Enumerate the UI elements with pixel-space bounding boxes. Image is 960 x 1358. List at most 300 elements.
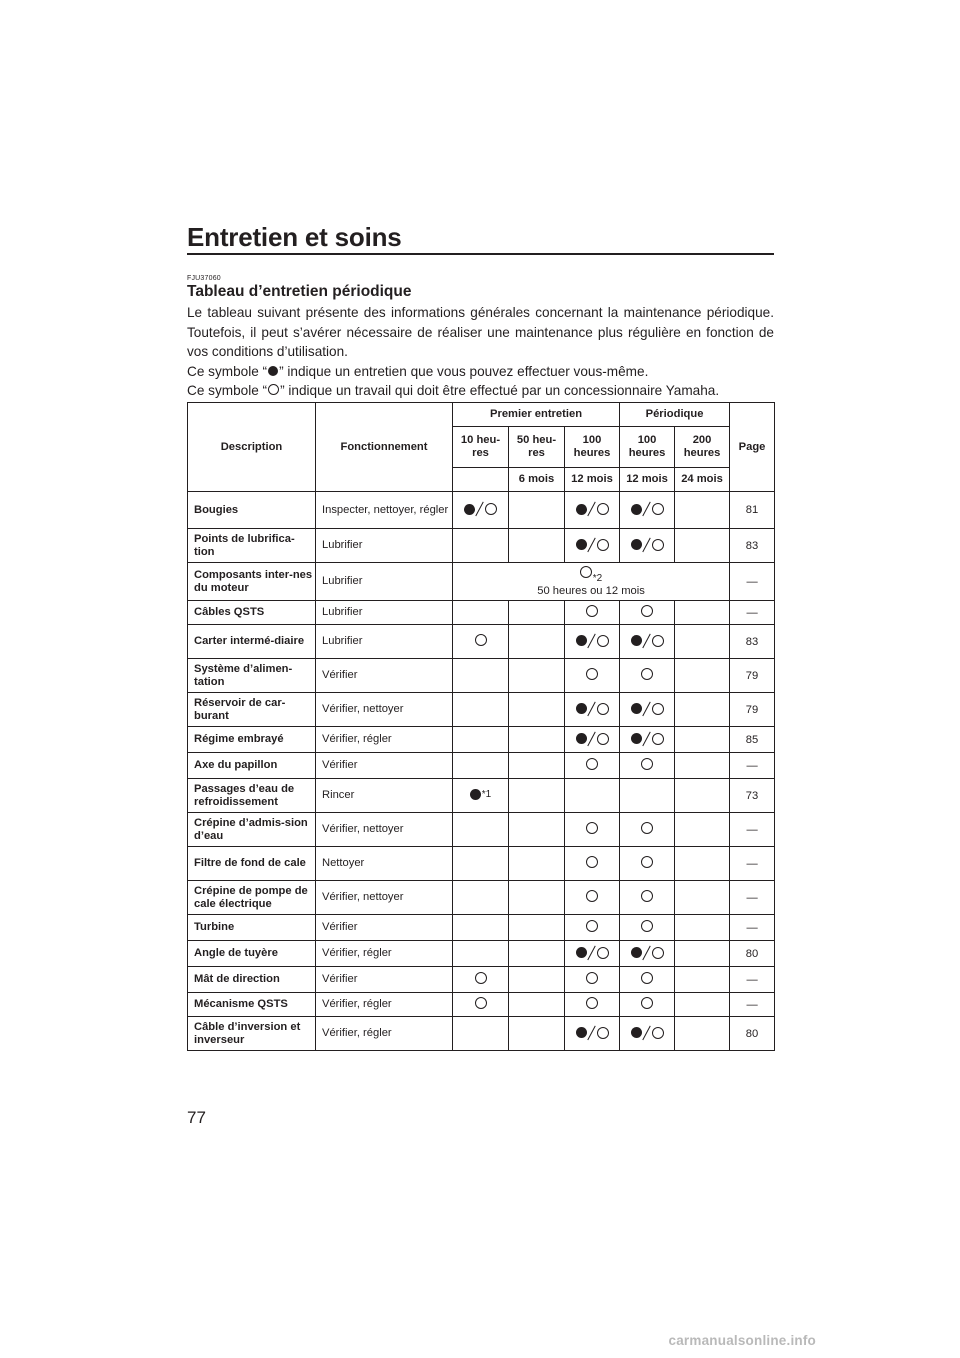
header-24-months: 24 mois <box>675 468 730 492</box>
row-description: Crépine d’admis-sion d’eau <box>188 813 316 847</box>
open-circle-icon <box>652 635 664 647</box>
interval-cell <box>509 967 565 993</box>
row-page: 81 <box>730 492 775 529</box>
filled-dot-icon <box>576 539 587 550</box>
header-text: 50 heu-res <box>516 434 557 459</box>
slash-icon <box>588 1026 596 1040</box>
row-description: Points de lubrifica-tion <box>188 529 316 563</box>
header-50h <box>509 427 565 468</box>
dot-slash-circle-icon <box>631 1026 664 1040</box>
symbol-circle-legend <box>187 381 774 401</box>
interval-cell <box>509 727 565 753</box>
dot-slash-circle-icon <box>631 634 664 648</box>
interval-cell <box>675 941 730 967</box>
interval-cell <box>620 693 675 727</box>
row-description: Mât de direction <box>188 967 316 993</box>
open-circle-icon <box>586 972 598 984</box>
open-circle-icon <box>597 503 609 515</box>
row-function: Vérifier, nettoyer <box>316 693 453 727</box>
interval-cell <box>675 847 730 881</box>
row-function: Vérifier <box>316 967 453 993</box>
interval-cell <box>565 779 620 813</box>
row-description: Réservoir de car-burant <box>188 693 316 727</box>
header-200h <box>675 427 730 468</box>
watermark: carmanualsonline.info <box>668 1333 816 1348</box>
interval-cell <box>509 881 565 915</box>
interval-cell <box>565 659 620 693</box>
interval-cell <box>565 601 620 625</box>
section-title: Tableau d’entretien périodique <box>187 283 412 300</box>
open-circle-icon <box>475 997 487 1009</box>
open-circle-icon <box>586 758 598 770</box>
interval-cell <box>453 693 509 727</box>
open-circle-icon <box>641 758 653 770</box>
row-function: Vérifier, régler <box>316 727 453 753</box>
row-function: Vérifier, régler <box>316 993 453 1017</box>
dot-slash-circle-icon <box>576 1026 609 1040</box>
intro-paragraph: Le tableau suivant présente des informations générales concernant la maintenance périodique. Toutefois, il peut s’avérer nécessaire de réaliser une maintenance plus régulière en fonction de vos conditions d’utilisation. <box>187 305 774 359</box>
interval-cell <box>675 1017 730 1051</box>
open-circle-icon <box>586 668 598 680</box>
table-row <box>188 693 775 727</box>
row-description: Bougies <box>188 492 316 529</box>
row-description: Mécanisme QSTS <box>188 993 316 1017</box>
header-text: 100 heures <box>628 434 666 459</box>
row-function: Vérifier <box>316 659 453 693</box>
interval-cell <box>675 779 730 813</box>
interval-cell <box>675 915 730 941</box>
filled-dot-icon <box>631 947 642 958</box>
interval-cell <box>565 693 620 727</box>
interval-cell <box>453 625 509 659</box>
open-circle-icon <box>597 1027 609 1039</box>
open-circle-icon <box>586 890 598 902</box>
legend-text: ” indique un travail qui doit être effectué par un concessionnaire Yamaha. <box>280 383 720 398</box>
slash-icon <box>588 946 596 960</box>
open-circle-icon <box>641 758 653 770</box>
filled-dot-icon <box>470 789 491 800</box>
header-description: Description <box>188 403 316 492</box>
dot-slash-circle-icon <box>631 538 664 552</box>
row-function: Vérifier <box>316 915 453 941</box>
open-circle-icon <box>580 566 592 578</box>
open-circle-icon <box>586 920 598 932</box>
row-description: Système d’alimen-tation <box>188 659 316 693</box>
interval-cell <box>509 993 565 1017</box>
row-description: Axe du papillon <box>188 753 316 779</box>
slash-icon <box>588 538 596 552</box>
interval-cell <box>675 753 730 779</box>
row-description: Régime embrayé <box>188 727 316 753</box>
row-description: Turbine <box>188 915 316 941</box>
row-description: Carter intermé-diaire <box>188 625 316 659</box>
table-row <box>188 563 775 601</box>
interval-cell <box>620 659 675 693</box>
interval-cell <box>453 779 509 813</box>
row-page: 73 <box>730 779 775 813</box>
row-description: Composants inter-nes du moteur <box>188 563 316 601</box>
open-circle-icon <box>641 822 653 834</box>
footnote-marker: *2 <box>592 572 603 584</box>
merged-interval-cell <box>453 563 730 601</box>
row-function: Lubrifier <box>316 563 453 601</box>
table-row <box>188 813 775 847</box>
slash-icon <box>588 502 596 516</box>
interval-cell <box>509 941 565 967</box>
slash-icon <box>588 702 596 716</box>
dot-slash-circle-icon <box>576 502 609 516</box>
table-row <box>188 492 775 529</box>
dot-slash-circle-icon <box>576 538 609 552</box>
row-function: Vérifier, nettoyer <box>316 881 453 915</box>
interval-cell <box>509 492 565 529</box>
interval-cell <box>675 813 730 847</box>
open-circle-icon <box>641 890 653 902</box>
interval-cell <box>565 847 620 881</box>
interval-cell <box>620 1017 675 1051</box>
page-header-title: Entretien et soins <box>187 222 402 252</box>
interval-cell <box>620 753 675 779</box>
interval-cell <box>509 625 565 659</box>
open-circle-icon <box>586 997 598 1009</box>
open-circle-icon <box>641 668 653 680</box>
table-row <box>188 881 775 915</box>
table-row <box>188 1017 775 1051</box>
interval-cell <box>453 967 509 993</box>
dot-slash-circle-icon <box>631 732 664 746</box>
row-page: — <box>730 563 775 601</box>
row-function: Lubrifier <box>316 529 453 563</box>
open-circle-icon <box>652 503 664 515</box>
row-page: 80 <box>730 941 775 967</box>
table-row <box>188 967 775 993</box>
header-12-months-first: 12 mois <box>565 468 620 492</box>
open-circle-icon <box>597 733 609 745</box>
dot-slash-circle-icon <box>464 502 497 516</box>
row-function: Lubrifier <box>316 625 453 659</box>
open-circle-icon <box>475 972 487 984</box>
interval-cell <box>565 813 620 847</box>
header-function: Fonctionnement <box>316 403 453 492</box>
open-circle-icon <box>641 972 653 984</box>
row-page: — <box>730 915 775 941</box>
row-function: Vérifier, régler <box>316 1017 453 1051</box>
interval-cell <box>675 727 730 753</box>
slash-icon <box>588 732 596 746</box>
footnote-marker: *1 <box>481 788 492 800</box>
interval-cell <box>565 1017 620 1051</box>
open-circle-icon <box>641 920 653 932</box>
open-circle-icon <box>652 539 664 551</box>
interval-cell <box>453 915 509 941</box>
interval-cell <box>453 993 509 1017</box>
row-description: Angle de tuyère <box>188 941 316 967</box>
filled-dot-icon <box>576 1027 587 1038</box>
slash-icon <box>643 538 651 552</box>
open-circle-icon <box>641 997 653 1009</box>
header-text: 200 heures <box>683 434 721 459</box>
row-page: 80 <box>730 1017 775 1051</box>
open-circle-icon <box>586 758 598 770</box>
open-circle-icon <box>586 972 598 984</box>
dot-slash-circle-icon <box>576 634 609 648</box>
interval-cell <box>620 813 675 847</box>
open-circle-icon <box>268 384 279 395</box>
interval-cell <box>565 529 620 563</box>
table-row <box>188 727 775 753</box>
interval-cell <box>565 967 620 993</box>
interval-cell <box>620 625 675 659</box>
header-12-months-periodic: 12 mois <box>620 468 675 492</box>
interval-cell <box>565 492 620 529</box>
dot-slash-circle-icon <box>631 502 664 516</box>
open-circle-icon <box>475 997 487 1009</box>
page-number: 77 <box>187 1108 206 1127</box>
table-row <box>188 941 775 967</box>
table-row <box>188 753 775 779</box>
open-circle-icon <box>641 856 653 868</box>
table-row <box>188 601 775 625</box>
slash-icon <box>643 946 651 960</box>
filled-dot-icon <box>268 366 278 376</box>
open-circle-icon <box>652 733 664 745</box>
filled-dot-icon <box>576 947 587 958</box>
open-circle-icon <box>586 668 598 680</box>
open-circle-icon <box>597 539 609 551</box>
open-circle-icon <box>475 634 487 646</box>
open-circle-icon <box>597 703 609 715</box>
interval-cell <box>509 847 565 881</box>
open-circle-icon <box>641 890 653 902</box>
open-circle-icon <box>641 668 653 680</box>
open-circle-icon <box>641 997 653 1009</box>
row-page: — <box>730 881 775 915</box>
interval-cell <box>509 693 565 727</box>
open-circle-icon <box>485 503 497 515</box>
open-circle-icon <box>652 947 664 959</box>
interval-cell <box>620 941 675 967</box>
interval-cell <box>565 993 620 1017</box>
interval-cell <box>565 915 620 941</box>
interval-cell <box>453 492 509 529</box>
interval-cell <box>675 659 730 693</box>
open-circle-icon <box>475 634 487 646</box>
table-row <box>188 529 775 563</box>
dot-slash-circle-icon <box>576 702 609 716</box>
row-function: Vérifier <box>316 753 453 779</box>
row-description: Câbles QSTS <box>188 601 316 625</box>
open-circle-icon <box>586 822 598 834</box>
slash-icon <box>643 634 651 648</box>
row-description: Câble d’inversion et inverseur <box>188 1017 316 1051</box>
filled-dot-icon <box>470 789 481 800</box>
interval-cell <box>675 693 730 727</box>
interval-cell <box>675 601 730 625</box>
row-page: — <box>730 993 775 1017</box>
slash-icon <box>476 502 484 516</box>
dot-slash-circle-icon <box>576 732 609 746</box>
interval-cell <box>453 529 509 563</box>
filled-dot-icon <box>631 703 642 714</box>
interval-cell <box>509 529 565 563</box>
header-100h-first <box>565 427 620 468</box>
interval-cell <box>453 727 509 753</box>
interval-cell <box>675 625 730 659</box>
row-description: Filtre de fond de cale <box>188 847 316 881</box>
interval-cell <box>509 753 565 779</box>
table-row <box>188 993 775 1017</box>
interval-cell <box>509 601 565 625</box>
table-row <box>188 659 775 693</box>
filled-dot-icon <box>576 703 587 714</box>
open-circle-icon <box>586 856 598 868</box>
header-6-months: 6 mois <box>509 468 565 492</box>
row-function: Rincer <box>316 779 453 813</box>
header-10h <box>453 427 509 468</box>
row-function: Lubrifier <box>316 601 453 625</box>
row-page: 79 <box>730 659 775 693</box>
header-rule <box>187 253 774 255</box>
slash-icon <box>643 502 651 516</box>
open-circle-icon <box>586 822 598 834</box>
symbol-dot-legend <box>187 362 774 382</box>
filled-dot-icon <box>464 504 475 515</box>
interval-cell <box>565 941 620 967</box>
interval-cell <box>675 967 730 993</box>
filled-dot-icon <box>576 733 587 744</box>
open-circle-icon <box>641 605 653 617</box>
section-code: FJU37060 <box>187 275 221 282</box>
table-row <box>188 847 775 881</box>
row-function: Nettoyer <box>316 847 453 881</box>
header-periodic: Périodique <box>620 403 730 427</box>
interval-cell <box>565 727 620 753</box>
header-first-service: Premier entretien <box>453 403 620 427</box>
interval-cell <box>675 881 730 915</box>
open-circle-icon <box>586 890 598 902</box>
row-function: Vérifier, nettoyer <box>316 813 453 847</box>
row-page: — <box>730 753 775 779</box>
legend-text: ” indique un entretien que vous pouvez effectuer vous-même. <box>279 363 649 379</box>
interval-cell <box>620 915 675 941</box>
interval-cell <box>453 601 509 625</box>
open-circle-icon <box>586 605 598 617</box>
interval-cell <box>453 813 509 847</box>
table-body <box>188 492 775 1051</box>
open-circle-icon <box>597 635 609 647</box>
interval-cell <box>453 753 509 779</box>
filled-dot-icon <box>631 504 642 515</box>
table-row <box>188 779 775 813</box>
row-description: Crépine de pompe de cale électrique <box>188 881 316 915</box>
row-page: — <box>730 847 775 881</box>
slash-icon <box>643 702 651 716</box>
row-page: 85 <box>730 727 775 753</box>
row-page: 83 <box>730 625 775 659</box>
header-text: 10 heu-res <box>460 434 501 459</box>
row-page: — <box>730 813 775 847</box>
open-circle-icon <box>586 920 598 932</box>
header-100h-periodic <box>620 427 675 468</box>
row-page: 83 <box>730 529 775 563</box>
interval-cell <box>565 881 620 915</box>
interval-cell <box>509 659 565 693</box>
row-page: 79 <box>730 693 775 727</box>
open-circle-icon <box>641 856 653 868</box>
open-circle-icon <box>641 972 653 984</box>
open-circle-icon <box>586 605 598 617</box>
legend-text: Ce symbole “ <box>187 363 268 379</box>
interval-cell <box>620 881 675 915</box>
interval-cell <box>509 915 565 941</box>
filled-dot-icon <box>631 733 642 744</box>
open-circle-icon <box>475 972 487 984</box>
filled-dot-icon <box>576 635 587 646</box>
row-function: Vérifier, régler <box>316 941 453 967</box>
maintenance-table <box>187 402 775 1051</box>
interval-note: 50 heures ou 12 mois <box>537 584 645 597</box>
interval-cell <box>620 779 675 813</box>
header-months-empty <box>453 468 509 492</box>
open-circle-icon <box>597 947 609 959</box>
open-circle-icon <box>586 856 598 868</box>
interval-cell <box>509 1017 565 1051</box>
header-page: Page <box>730 403 775 492</box>
interval-cell <box>620 529 675 563</box>
interval-cell <box>509 779 565 813</box>
open-circle-icon <box>586 997 598 1009</box>
interval-cell <box>453 659 509 693</box>
interval-cell <box>620 601 675 625</box>
row-page: — <box>730 601 775 625</box>
interval-cell <box>675 529 730 563</box>
slash-icon <box>643 732 651 746</box>
dot-slash-circle-icon <box>576 946 609 960</box>
open-circle-icon <box>641 822 653 834</box>
row-page: — <box>730 967 775 993</box>
slash-icon <box>643 1026 651 1040</box>
dot-slash-circle-icon <box>631 702 664 716</box>
filled-dot-icon <box>576 504 587 515</box>
filled-dot-icon <box>631 635 642 646</box>
intro-text <box>187 303 774 401</box>
open-circle-icon <box>652 1027 664 1039</box>
interval-cell <box>509 813 565 847</box>
legend-text: Ce symbole “ <box>187 383 268 398</box>
filled-dot-icon <box>631 1027 642 1038</box>
row-description: Passages d’eau de refroidissement <box>188 779 316 813</box>
dot-slash-circle-icon <box>631 946 664 960</box>
filled-dot-icon <box>631 539 642 550</box>
interval-cell <box>565 753 620 779</box>
interval-cell <box>453 1017 509 1051</box>
interval-cell <box>620 847 675 881</box>
open-circle-icon <box>641 920 653 932</box>
interval-cell <box>453 847 509 881</box>
interval-cell <box>675 993 730 1017</box>
table-row <box>188 915 775 941</box>
open-circle-icon <box>641 605 653 617</box>
interval-cell <box>453 881 509 915</box>
interval-cell <box>620 492 675 529</box>
row-function: Inspecter, nettoyer, régler <box>316 492 453 529</box>
interval-cell <box>620 967 675 993</box>
interval-cell <box>453 941 509 967</box>
interval-cell <box>675 492 730 529</box>
interval-cell <box>565 625 620 659</box>
table-row <box>188 625 775 659</box>
interval-cell <box>620 993 675 1017</box>
